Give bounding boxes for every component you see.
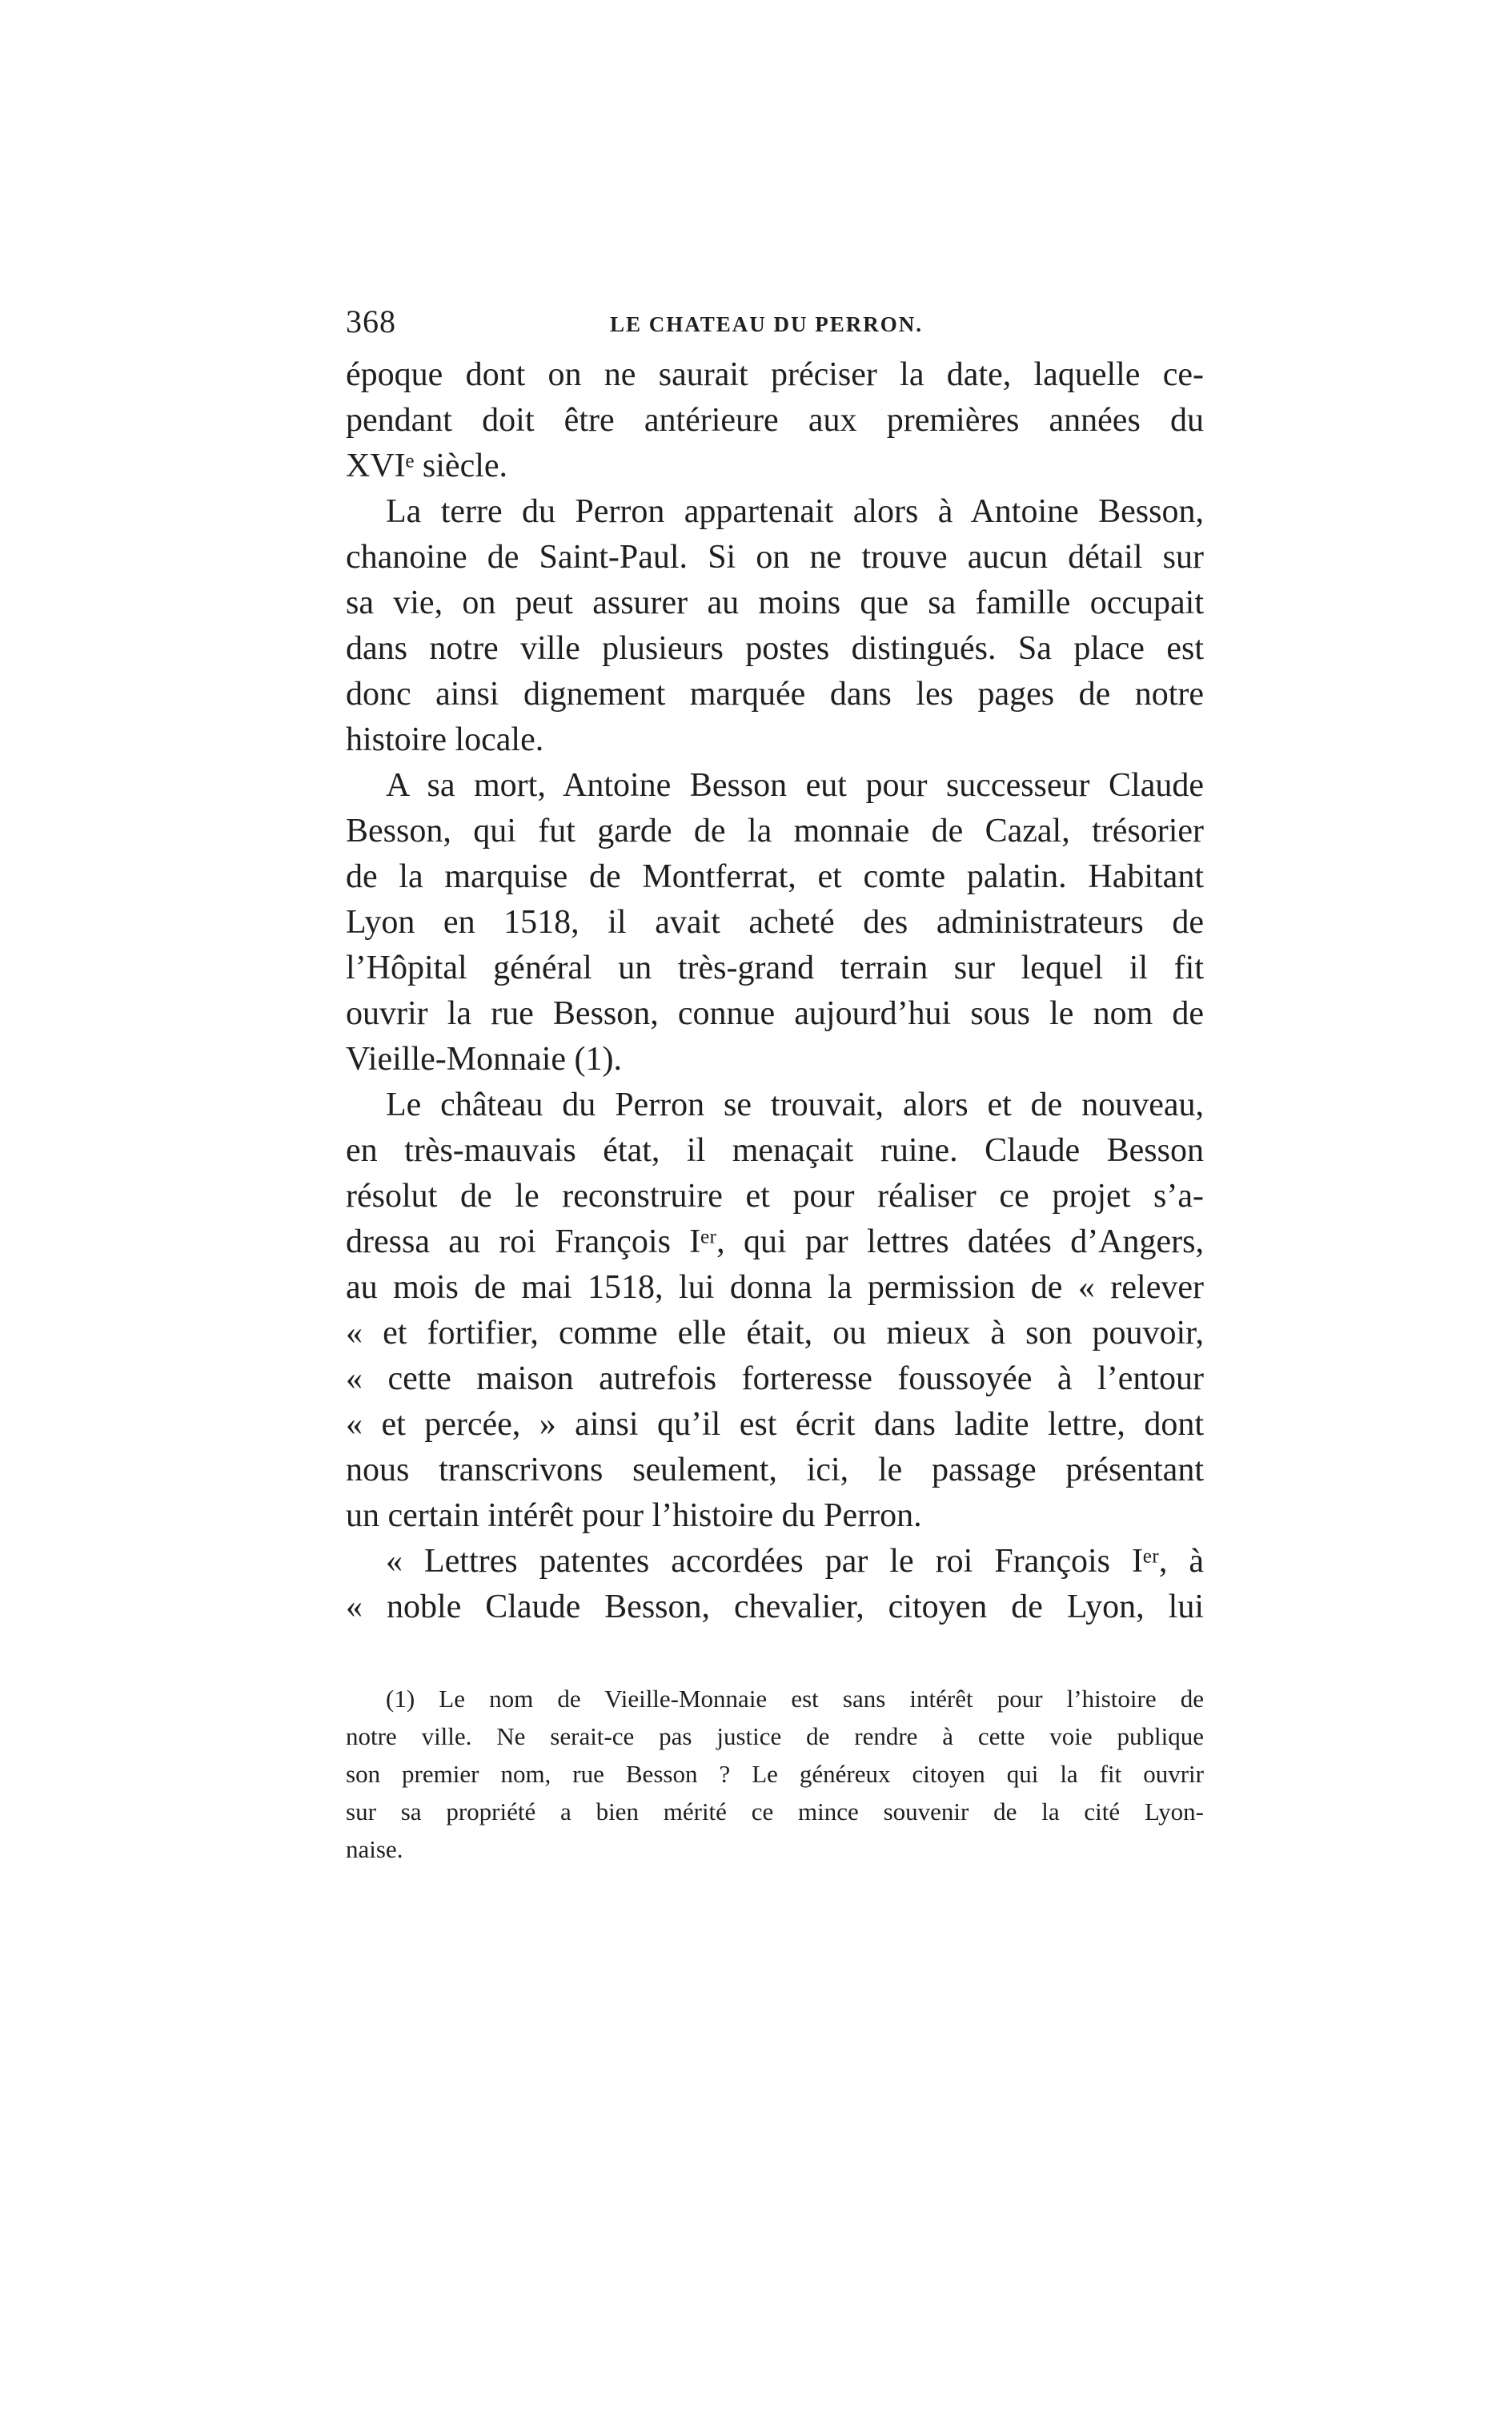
text-line: époque dont on ne saurait préciser la date, laquelle ce-: [346, 356, 1204, 393]
text-line: La terre du Perron appartenait alors à Antoine Besson,: [386, 493, 1204, 530]
text-line: Besson, qui fut garde de la monnaie de Cazal, trésorier: [346, 813, 1204, 850]
text-line: donc ainsi dignement marquée dans les pages de notre: [346, 676, 1204, 713]
footnote-line: sur sa propriété a bien mérité ce mince souvenir de la cité Lyon-: [346, 1797, 1204, 1826]
text-line: résolut de le reconstruire et pour réaliser ce projet s’a-: [346, 1178, 1204, 1215]
text-line: « noble Claude Besson, chevalier, citoyen de Lyon, lui: [346, 1589, 1204, 1625]
text-line: ouvrir la rue Besson, connue aujourd’hui sous le nom de: [346, 995, 1204, 1032]
text-line: dressa au roi François Iᵉʳ, qui par lettres datées d’Angers,: [346, 1223, 1204, 1260]
text-line: pendant doit être antérieure aux premières années du: [346, 402, 1204, 439]
text-line: nous transcrivons seulement, ici, le passage présentant: [346, 1452, 1204, 1488]
footnote: [346, 1680, 1204, 1868]
text-line: dans notre ville plusieurs postes distingués. Sa place est: [346, 630, 1204, 667]
text-line: chanoine de Saint-Paul. Si on ne trouve aucun détail sur: [346, 539, 1204, 576]
footnote-line: notre ville. Ne serait-ce pas justice de rendre à cette voie publique: [346, 1722, 1204, 1750]
text-line: sa vie, on peut assurer au moins que sa famille occupait: [346, 584, 1204, 621]
body-text: [346, 352, 1204, 1630]
text-line: « et fortifier, comme elle était, ou mieux à son pouvoir,: [346, 1315, 1204, 1352]
text-line: histoire locale.: [346, 721, 544, 758]
footnote-line: (1) Le nom de Vieille-Monnaie est sans intérêt pour l’histoire de: [386, 1685, 1204, 1713]
text-line: XVIᵉ siècle.: [346, 448, 508, 484]
page-number: 368: [346, 303, 396, 339]
page-header: [346, 303, 1204, 351]
text-line: Lyon en 1518, il avait acheté des administrateurs de: [346, 904, 1204, 941]
text-line: de la marquise de Montferrat, et comte palatin. Habitant: [346, 858, 1204, 895]
text-line: en très-mauvais état, il menaçait ruine. Claude Besson: [346, 1132, 1204, 1169]
footnote-line: son premier nom, rue Besson ? Le généreux citoyen qui la fit ouvrir: [346, 1760, 1204, 1788]
text-line: l’Hôpital général un très-grand terrain sur lequel il fit: [346, 950, 1204, 986]
text-line: « et percée, » ainsi qu’il est écrit dans ladite lettre, dont: [346, 1406, 1204, 1443]
text-line: Vieille-Monnaie (1).: [346, 1041, 623, 1078]
text-line: un certain intérêt pour l’histoire du Perron.: [346, 1497, 922, 1534]
running-title: LE CHATEAU DU PERRON.: [610, 312, 924, 336]
text-line: Le château du Perron se trouvait, alors et de nouveau,: [386, 1087, 1204, 1123]
footnote-line: naise.: [346, 1835, 403, 1863]
text-line: « Lettres patentes accordées par le roi François Iᵉʳ, à: [386, 1543, 1204, 1580]
text-line: « cette maison autrefois forteresse foussoyée à l’entour: [346, 1360, 1204, 1397]
text-line: A sa mort, Antoine Besson eut pour successeur Claude: [386, 767, 1204, 804]
text-line: au mois de mai 1518, lui donna la permission de « relever: [346, 1269, 1204, 1306]
